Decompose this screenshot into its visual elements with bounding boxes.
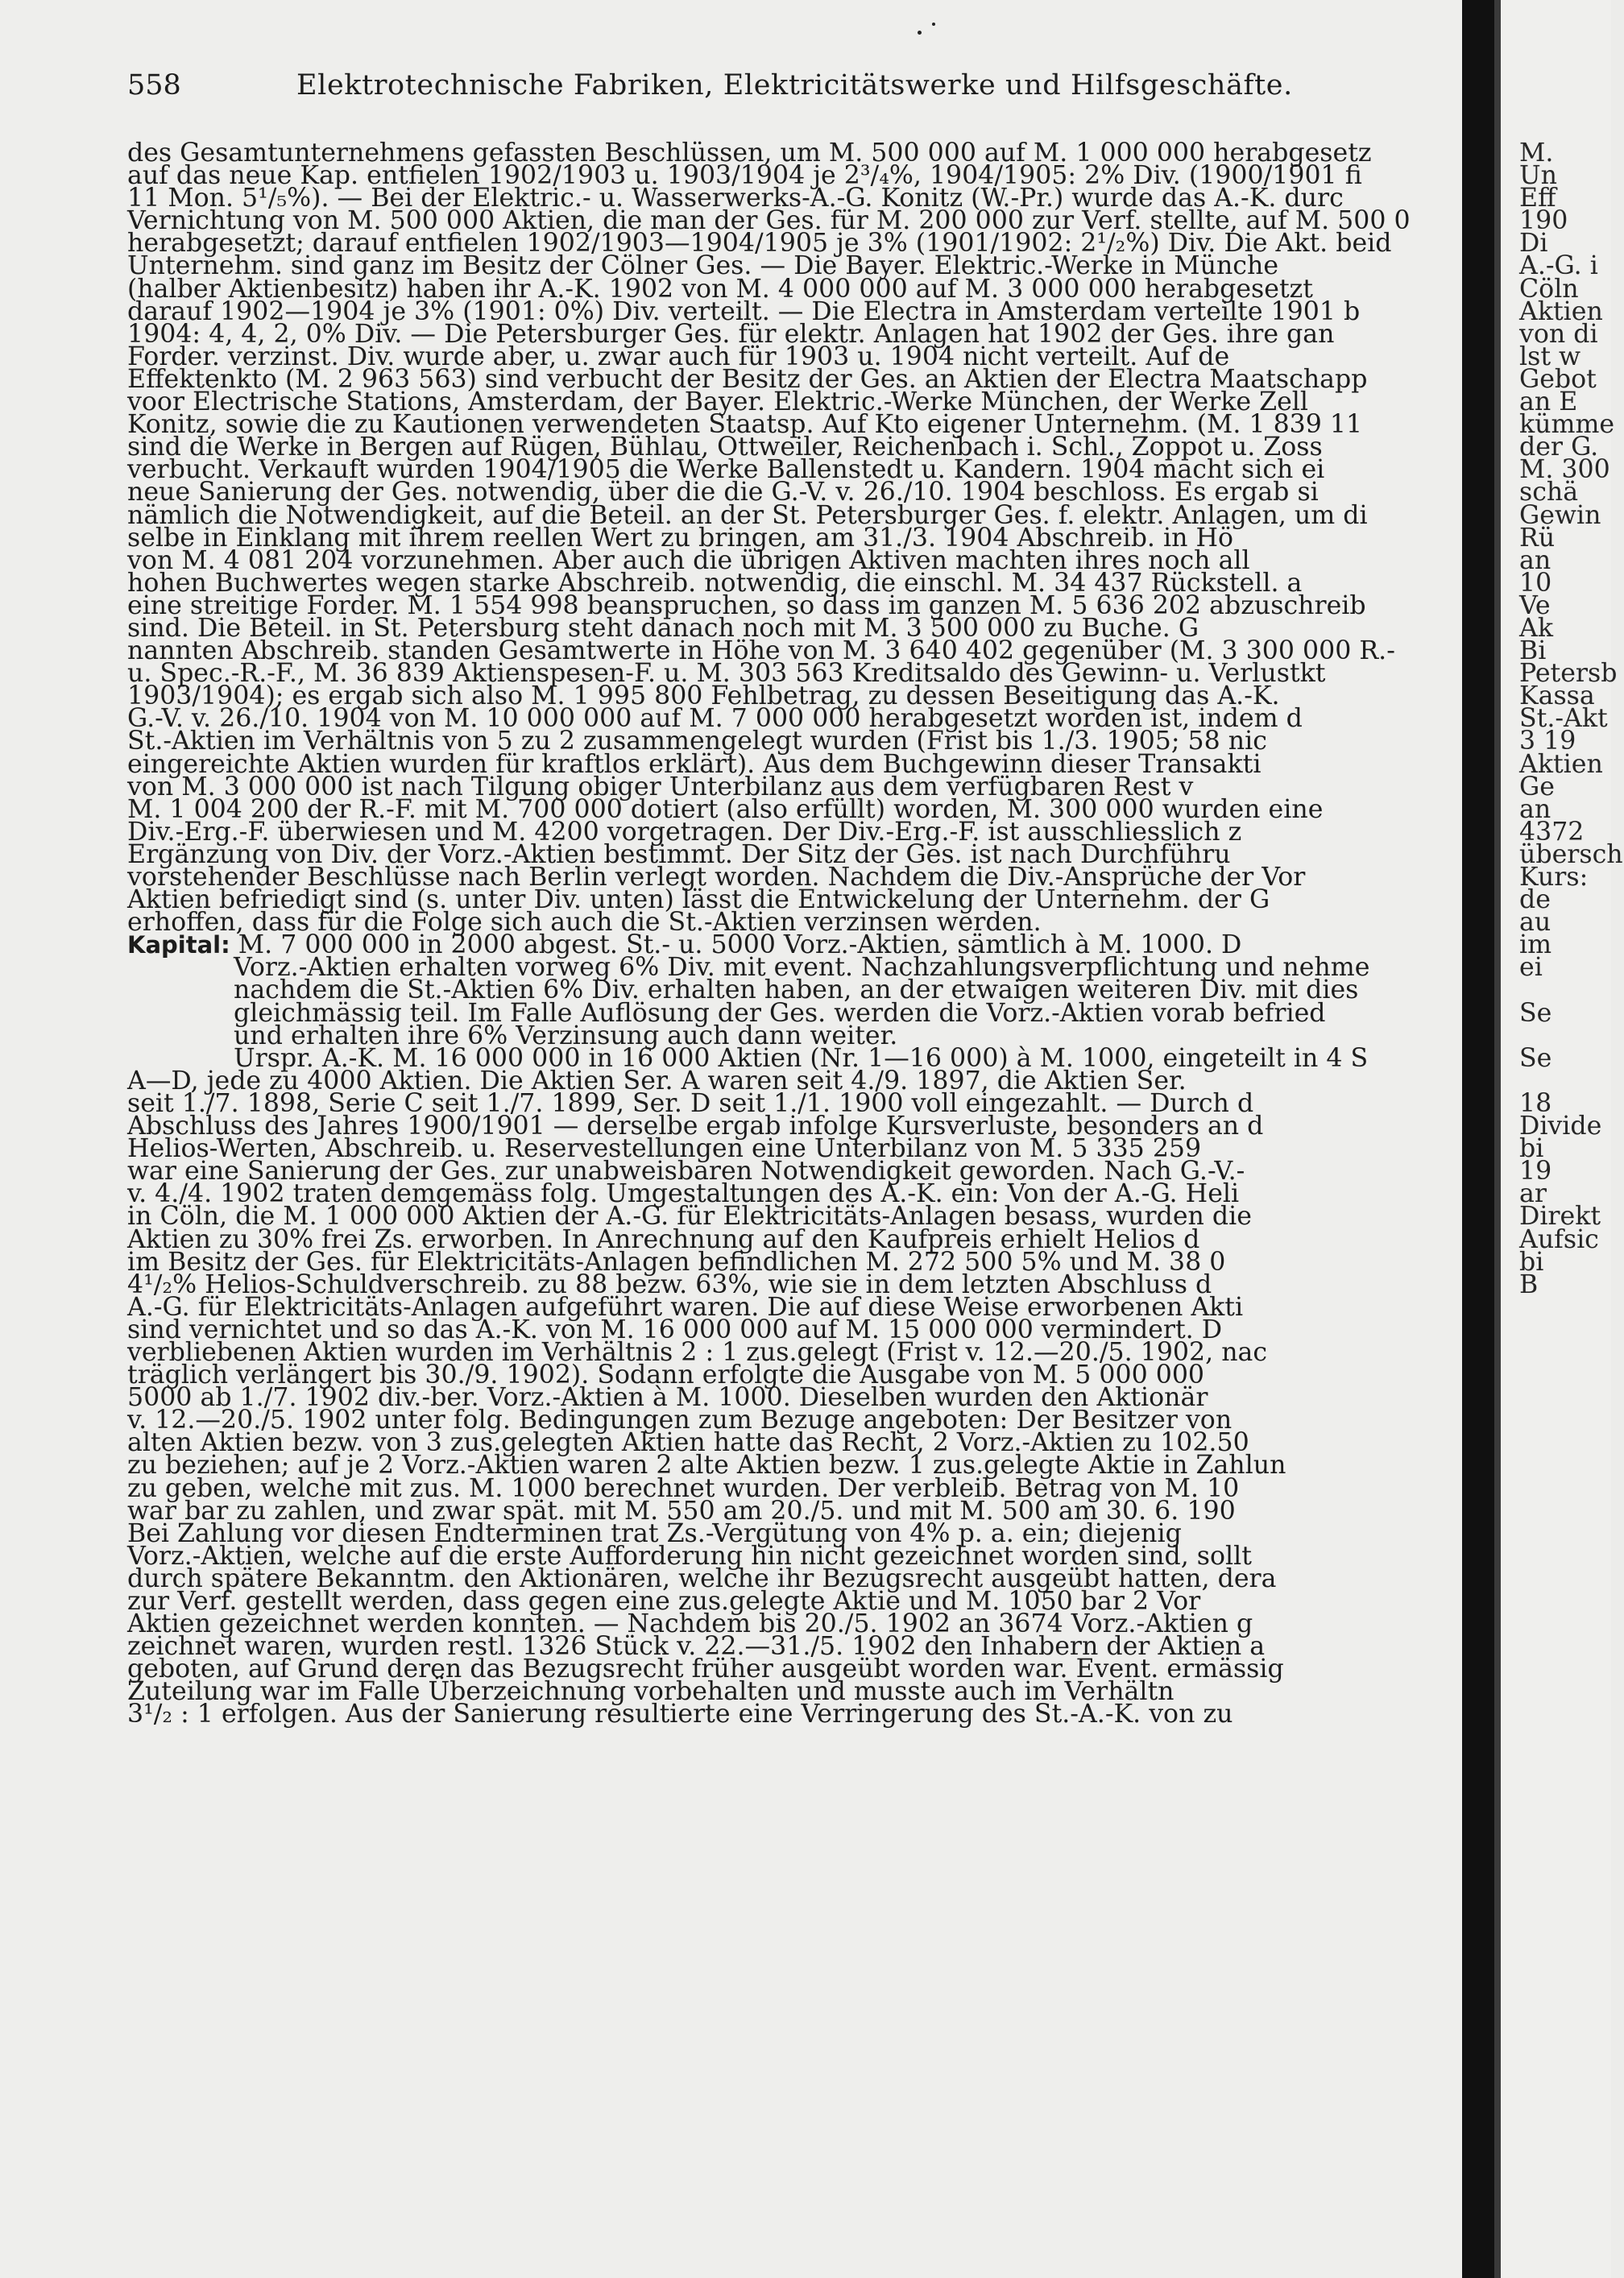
text-line: M. 1 004 200 der R.-F. mit M. 700 000 dotiert (also erfüllt) worden, M. 300 000 wurden eine [127, 794, 1324, 824]
kapital-section [127, 930, 1489, 1050]
page-number: 558 [127, 69, 181, 101]
text-line: bi [1519, 1247, 1544, 1277]
text-line: durch spätere Bekanntm. den Aktionären, welche ihr Bezugsrecht ausgeübt hatten, dera [127, 1564, 1277, 1593]
text-line: an [1519, 545, 1552, 575]
text-line: schä [1519, 478, 1579, 507]
text-line: erhoffen, dass für die Folge sich auch die St.-Aktien verzinsen werden. [127, 908, 1042, 938]
text-line: an [1519, 794, 1552, 824]
text-line: Ergänzung von Div. der Vorz.-Aktien bestimmt. Der Sitz der Ges. ist nach Durchführu [127, 839, 1231, 869]
text-line: lst w [1519, 342, 1581, 371]
text-line: hohen Buchwertes wegen starke Abschreib. notwendig, die einschl. M. 34 437 Rückstell. a [127, 568, 1303, 598]
running-head [127, 68, 1448, 103]
text-line: Ak [1519, 613, 1553, 643]
text-line: Eff [1519, 184, 1556, 213]
urspr-paragraph [127, 1043, 1489, 1729]
text-line: Vernichtung von M. 500 000 Aktien, die man der Ges. für M. 200 000 zur Verf. stellte, auf M. 500 0 [127, 206, 1411, 236]
text-line: von M. 4 081 204 vorzunehmen. Aber auch die übrigen Aktiven machten ihres noch all [127, 545, 1250, 575]
text-line: A—D, jede zu 4000 Aktien. Die Aktien Ser. A waren seit 4./9. 1897, die Aktien Ser. [127, 1066, 1187, 1096]
text-line: Un [1519, 161, 1557, 191]
text-line: 11 Mon. 5¹/₅%). — Bei der Elektric.- u. Wasserwerks-A.-G. Konitz (W.-Pr.) wurde das A.-K. durc [127, 184, 1344, 213]
text-line: Aktien befriedigt sind (s. unter Div. unten) lässt die Entwickelung der Unternehm. der G [127, 885, 1270, 915]
text-line: zeichnet waren, wurden restl. 1326 Stück v. 22.—31./5. 1902 den Inhabern der Aktien a [127, 1632, 1266, 1662]
text-line: Rü [1519, 523, 1556, 553]
text-line: im [1519, 930, 1552, 960]
text-line: 190 [1519, 206, 1568, 236]
adjacent-page-text [1519, 139, 1624, 1299]
text-line: de [1519, 885, 1551, 915]
text-line: 19 [1519, 1157, 1552, 1187]
text-line: 3¹/₂ : 1 erfolgen. Aus der Sanierung resultierte eine Verringerung des St.-A.-K. von zu [127, 1700, 1233, 1729]
text-line: verbliebenen Aktien wurden im Verhältnis 2 : 1 zus.gelegt (Frist v. 12.—20./5. 1902, nac [127, 1337, 1268, 1367]
text-line: zur Verf. gestellt werden, dass gegen eine zus.gelegte Aktie und M. 1050 bar 2 Vor [127, 1587, 1201, 1616]
text-line: Forder. verzinst. Div. wurde aber, u. zwar auch für 1903 u. 1904 nicht verteilt. Auf de [127, 342, 1230, 371]
text-line: bi [1519, 1134, 1544, 1164]
text-line: 18 [1519, 1088, 1552, 1118]
text-line: Ve [1519, 590, 1551, 620]
text-line: darauf 1902—1904 je 3% (1901: 0%) Div. verteilt. — Die Electra in Amsterdam verteilte 1901 b [127, 296, 1361, 326]
book-gutter [1462, 0, 1498, 2278]
text-line: zu geben, welche mit zus. M. 1000 berechnet wurden. Der verbleib. Betrag von M. 10 [127, 1473, 1240, 1503]
text-line: von M. 3 000 000 ist nach Tilgung obiger Unterbilanz aus dem verfügbaren Rest v [127, 772, 1194, 801]
kapital-label: Kapital: [127, 931, 230, 959]
text-line: 10 [1519, 568, 1552, 598]
text-line: v. 4./4. 1902 traten demgemäss folg. Umgestaltungen des A.-K. ein: Von der A.-G. Heli [127, 1179, 1240, 1209]
text-line: und erhalten ihre 6% Verzinsung auch dann weiter. [234, 1021, 898, 1050]
text-line: Abschluss des Jahres 1900/1901 — derselbe ergab infolge Kursverluste, besonders an d [127, 1112, 1264, 1141]
text-line: ar [1519, 1179, 1547, 1209]
text-line: Vorz.-Aktien, welche auf die erste Aufforderung hin nicht gezeichnet worden sind, sollt [127, 1541, 1252, 1571]
text-line: v. 12.—20./5. 1902 unter folg. Bedingungen zum Bezuge angeboten: Der Besitzer von [127, 1406, 1232, 1435]
text-line: 1904: 4, 4, 2, 0% Div. — Die Petersburger Ges. für elektr. Anlagen hat 1902 der Ges. ihre gan [127, 319, 1335, 349]
text-line: neue Sanierung der Ges. notwendig, über die die G.-V. v. 26./10. 1904 beschloss. Es ergab si [127, 478, 1319, 507]
text-line: A.-G. für Elektricitäts-Anlagen aufgeführt waren. Die auf diese Weise erworbenen Akti [127, 1292, 1244, 1322]
text-line: Direkt [1519, 1202, 1601, 1232]
text-line: ei [1519, 953, 1543, 983]
text-line: 4372 [1519, 817, 1585, 847]
text-line: Petersb [1519, 659, 1618, 689]
text-line: Divide [1519, 1112, 1602, 1141]
text-line: auf das neue Kap. entfielen 1902/1903 u. 1903/1904 je 2³/₄%, 1904/1905: 2% Div. (1900/1901 fi [127, 161, 1362, 191]
text-line: Kurs: [1519, 863, 1589, 892]
kapital-first-line: M. 7 000 000 in 2000 abgest. St.- u. 5000 Vorz.-Aktien, sämtlich à M. 1000. D [238, 930, 1242, 960]
text-line: 1903/1904); es ergab sich also M. 1 995 800 Fehlbetrag, zu dessen Beseitigung das A.-K. [127, 681, 1280, 711]
text-line: Unternehm. sind ganz im Besitz der Cölner Ges. — Die Bayer. Elektric.-Werke in Münche [127, 251, 1279, 281]
text-line: Zuteilung war im Falle Überzeichnung vorbehalten und musste auch im Verhältn [127, 1677, 1174, 1707]
text-line: der G. [1519, 433, 1599, 462]
text-line: Konitz, sowie die zu Kautionen verwendeten Staatsp. Auf Kto eigener Unternehm. (M. 1 839 11 [127, 410, 1363, 440]
text-line: war bar zu zahlen, und zwar spät. mit M. 550 am 20./5. und mit M. 500 am 30. 6. 190 [127, 1496, 1236, 1526]
text-line: (halber Aktienbesitz) haben ihr A.-K. 1902 von M. 4 000 000 auf M. 3 000 000 herabgesetzt [127, 274, 1313, 304]
text-line: Aufsic [1519, 1224, 1599, 1254]
text-line: Kassa [1519, 681, 1595, 711]
running-head-title: Elektrotechnische Fabriken, Elektricitätswerke und Hilfsgeschäfte. [296, 69, 1293, 101]
text-line: Se [1519, 1043, 1552, 1073]
text-line: Gebot [1519, 364, 1597, 394]
print-speck [932, 23, 935, 26]
text-line: B [1519, 1269, 1539, 1299]
text-line: Ge [1519, 772, 1555, 801]
print-speck [918, 31, 922, 35]
text-line: geboten, auf Grund deren das Bezugsrecht früher ausgeübt worden war. Event. ermässig [127, 1655, 1284, 1684]
text-line: sind. Die Beteil. in St. Petersburg steht danach noch mit M. 3 500 000 zu Buche. G [127, 613, 1199, 643]
text-line: Bi [1519, 636, 1547, 666]
text-line: 5000 ab 1./7. 1902 div.-ber. Vorz.-Aktien à M. 1000. Dieselben wurden den Aktionär [127, 1383, 1208, 1413]
text-line: vorstehender Beschlüsse nach Berlin verlegt worden. Nachdem die Div.-Ansprüche der Vor [127, 863, 1306, 892]
text-line: alten Aktien bezw. von 3 zus.gelegten Aktien hatte das Recht, 2 Vorz.-Aktien zu 102.50 [127, 1428, 1249, 1458]
text-line: Effektenkto (M. 2 963 563) sind verbucht der Besitz der Ges. an Aktien der Electra Maatschapp [127, 364, 1368, 394]
text-line: sind vernichtet und so das A.-K. von M. 16 000 000 auf M. 15 000 000 vermindert. D [127, 1315, 1223, 1344]
text-line: Div.-Erg.-F. überwiesen und M. 4200 vorgetragen. Der Div.-Erg.-F. ist ausschliesslich z [127, 817, 1242, 847]
text-line: verbucht. Verkauft wurden 1904/1905 die Werke Ballenstedt u. Kandern. 1904 macht sich ei [127, 455, 1325, 485]
text-line: gleichmässig teil. Im Falle Auflösung der Ges. werden die Vorz.-Aktien vorab befried [234, 998, 1326, 1028]
kapital-paragraph [127, 953, 1489, 1050]
text-line: Aktien [1519, 296, 1603, 326]
text-line: au [1519, 908, 1552, 938]
text-line: Cöln [1519, 274, 1579, 304]
text-line: sind die Werke in Bergen auf Rügen, Bühlau, Ottweiler, Reichenbach i. Schl., Zoppot u. Zoss [127, 433, 1323, 462]
text-line: Di [1519, 229, 1548, 259]
text-line: 4¹/₂% Helios-Schuldverschreib. zu 88 bezw. 63%, wie sie in dem letzten Abschluss d [127, 1269, 1212, 1299]
text-line: im Besitz der Ges. für Elektricitäts-Anlagen befindlichen M. 272 500 5% und M. 38 0 [127, 1247, 1226, 1277]
text-line: M. 300 [1519, 455, 1610, 485]
text-line: Gewin [1519, 500, 1601, 530]
text-line: an E [1519, 387, 1578, 417]
body-text [127, 139, 1489, 1729]
text-line: selbe in Einklang mit ihrem reellen Wert zu bringen, am 31./3. 1904 Abschreib. in Hö [127, 523, 1234, 553]
text-line: A.-G. i [1519, 251, 1598, 281]
text-line: St.-Akt [1519, 704, 1608, 734]
text-line: voor Electrische Stations, Amsterdam, der Bayer. Elektric.-Werke München, der Werke Zell [127, 387, 1309, 417]
text-line: zu beziehen; auf je 2 Vorz.-Aktien waren 2 alte Aktien bezw. 1 zus.gelegte Aktie in Zahlun [127, 1451, 1286, 1481]
text-line: war eine Sanierung der Ges. zur unabweisbaren Notwendigkeit geworden. Nach G.-V.- [127, 1157, 1245, 1187]
text-line: von di [1519, 319, 1598, 349]
text-line: u. Spec.-R.-F., M. 36 839 Aktienspesen-F. u. M. 303 563 Kreditsaldo des Gewinn- u. Verlustkt [127, 659, 1326, 689]
text-line: kümme [1519, 410, 1615, 440]
text-line: Vorz.-Aktien erhalten vorweg 6% Div. mit event. Nachzahlungsverpflichtung und nehme [234, 953, 1370, 983]
text-line: nannten Abschreib. standen Gesamtwerte in Höhe von M. 3 640 402 gegenüber (M. 3 300 000 R.- [127, 636, 1395, 666]
text-line: eingereichte Aktien wurden für kraftlos erklärt). Aus dem Buchgewinn dieser Transakti [127, 749, 1262, 779]
intro-paragraph [127, 139, 1489, 938]
text-line: Se [1519, 998, 1552, 1028]
text-line: St.-Aktien im Verhältnis von 5 zu 2 zusammengelegt wurden (Frist bis 1./3. 1905; 58 nic [127, 727, 1267, 756]
text-line: in Cöln, die M. 1 000 000 Aktien der A.-G. für Elektricitäts-Anlagen besass, wurden die [127, 1202, 1252, 1232]
text-line: nachdem die St.-Aktien 6% Div. erhalten haben, an der etwaigen weiteren Div. mit dies [234, 975, 1359, 1005]
gutter-edge [1494, 0, 1501, 2278]
text-line: 3 19 [1519, 727, 1576, 756]
text-line: träglich verlängert bis 30./9. 1902). Sodann erfolgte die Ausgabe von M. 5 000 000 [127, 1361, 1205, 1390]
text-line: Aktien gezeichnet werden konnten. — Nachdem bis 20./5. 1902 an 3674 Vorz.-Aktien g [127, 1609, 1253, 1639]
text-line: seit 1./7. 1898, Serie C seit 1./7. 1899, Ser. D seit 1./1. 1900 voll eingezahlt. — Durch d [127, 1088, 1254, 1118]
text-line: nämlich die Notwendigkeit, auf die Beteil. an der St. Petersburger Ges. f. elektr. Anlagen, um di [127, 500, 1368, 530]
text-line: Aktien zu 30% frei Zs. erworben. In Anrechnung auf den Kaufpreis erhielt Helios d [127, 1224, 1200, 1254]
text-line: Bei Zahlung vor diesen Endterminen trat Zs.-Vergütung von 4% p. a. ein; diejenig [127, 1518, 1182, 1548]
text-line: Aktien [1519, 749, 1603, 779]
text-line: M. [1519, 139, 1554, 168]
text-line: G.-V. v. 26./10. 1904 von M. 10 000 000 auf M. 7 000 000 herabgesetzt worden ist, indem d [127, 704, 1303, 734]
text-line: Urspr. A.-K. M. 16 000 000 in 16 000 Aktien (Nr. 1—16 000) à M. 1000, eingeteilt in 4 S [234, 1043, 1369, 1073]
text-line: herabgesetzt; darauf entfielen 1902/1903—1904/1905 je 3% (1901/1902: 2¹/₂%) Div. Die Akt. beid [127, 229, 1392, 259]
text-line: übersch [1519, 839, 1623, 869]
text-line: des Gesamtunternehmens gefassten Beschlüssen, um M. 500 000 auf M. 1 000 000 herabgesetz [127, 139, 1372, 168]
text-line: eine streitige Forder. M. 1 554 998 beanspruchen, so dass im ganzen M. 5 636 202 abzuschreib [127, 590, 1366, 620]
text-line: Helios-Werten, Abschreib. u. Reservestellungen eine Unterbilanz von M. 5 335 259 [127, 1134, 1202, 1164]
